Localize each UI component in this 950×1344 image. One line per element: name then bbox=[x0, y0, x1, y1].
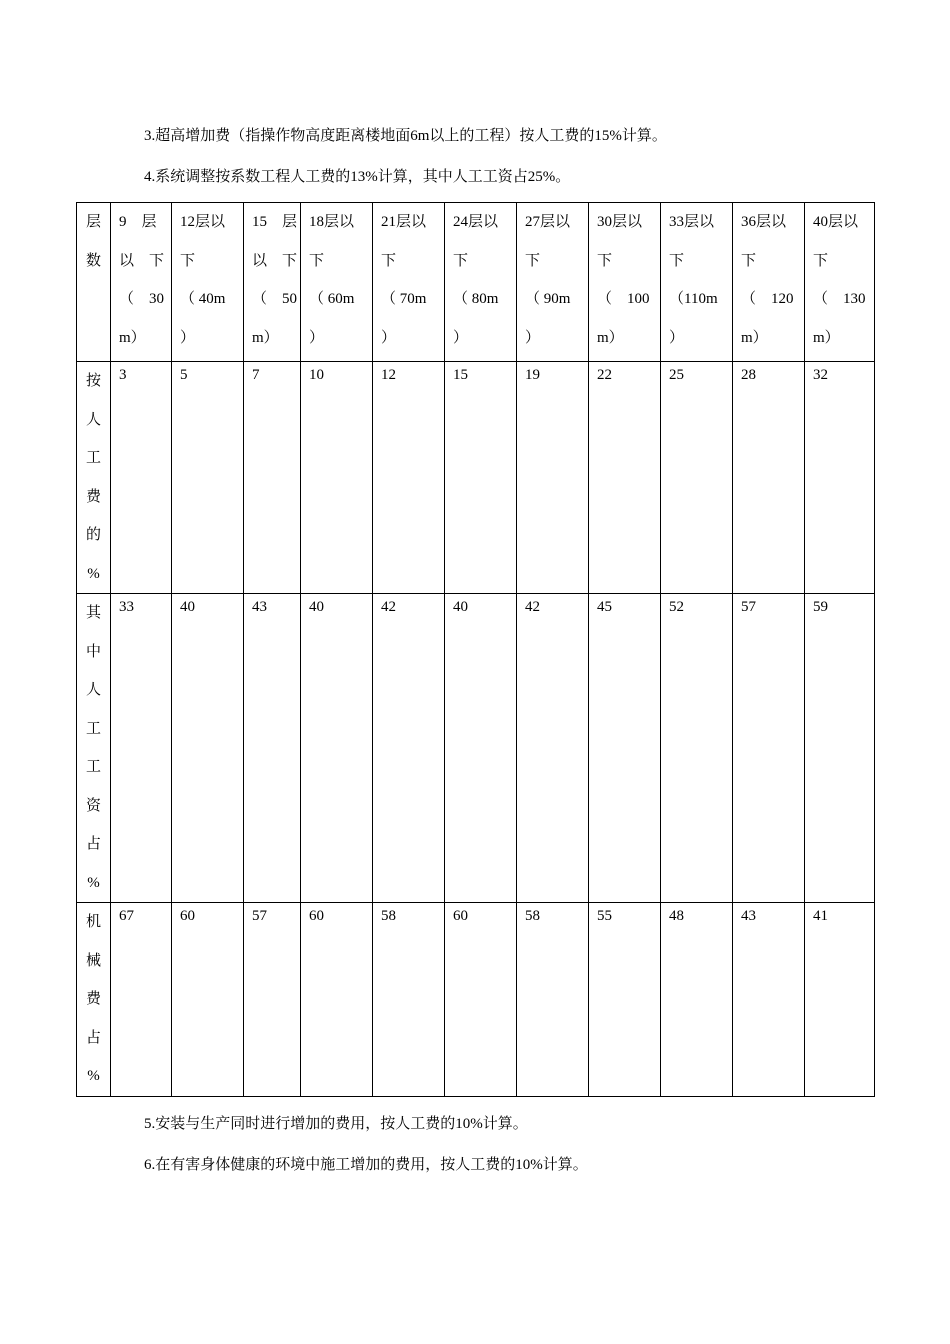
column-header bbox=[517, 203, 589, 362]
row-label-char: 占 bbox=[85, 836, 101, 852]
cell-value: 60 bbox=[180, 908, 195, 924]
column-header bbox=[111, 203, 172, 362]
cell-value: 60 bbox=[309, 908, 324, 924]
column-header bbox=[661, 203, 733, 362]
table-cell bbox=[373, 362, 445, 594]
column-header-line: ） bbox=[453, 329, 469, 346]
column-header-line: 下 bbox=[309, 252, 325, 269]
row-label bbox=[77, 594, 111, 903]
corner-cell bbox=[77, 203, 111, 362]
cell-value: 57 bbox=[741, 599, 756, 615]
cell-value: 58 bbox=[381, 908, 396, 924]
cell-value: 41 bbox=[813, 908, 828, 924]
row-label-char: 工 bbox=[85, 759, 101, 775]
row-label-char: 人 bbox=[85, 682, 101, 698]
table-cell bbox=[445, 903, 517, 1097]
table-cell bbox=[111, 362, 172, 594]
paragraph-3: 3.超高增加费（指操作物高度距离楼地面6m以上的工程）按人工费的15%计算。 bbox=[144, 128, 667, 144]
column-header-line: （110m bbox=[669, 291, 718, 307]
column-header-line: （ 50 bbox=[252, 291, 298, 307]
table-cell bbox=[733, 594, 805, 903]
table-cell bbox=[301, 903, 373, 1097]
table-cell bbox=[589, 594, 661, 903]
corner-line: 层 bbox=[85, 214, 101, 230]
row-label-char: 资 bbox=[85, 797, 101, 814]
column-header-line: 以 下 bbox=[252, 252, 298, 269]
cell-value: 28 bbox=[741, 367, 756, 383]
table-cell bbox=[172, 362, 244, 594]
cell-value: 60 bbox=[453, 908, 468, 924]
column-header bbox=[301, 203, 373, 362]
row-label-char: % bbox=[87, 565, 100, 582]
column-header-line: ） bbox=[525, 329, 541, 346]
column-header-line: 9 层 bbox=[119, 214, 157, 230]
cell-value: 7 bbox=[252, 367, 260, 383]
column-header-line: m） bbox=[252, 329, 279, 346]
cell-value: 3 bbox=[119, 367, 127, 383]
cell-value: 48 bbox=[669, 908, 684, 924]
table-cell bbox=[805, 903, 875, 1097]
cell-value: 52 bbox=[669, 599, 684, 615]
column-header bbox=[445, 203, 517, 362]
column-header-line: 21层以 bbox=[381, 214, 427, 230]
cell-value: 40 bbox=[180, 599, 195, 615]
row-label-char: 按 bbox=[85, 373, 101, 389]
column-header-line: 下 bbox=[180, 252, 196, 269]
row-label-char: 费 bbox=[85, 991, 101, 1007]
row-label-char: 械 bbox=[85, 952, 101, 969]
table-cell bbox=[517, 362, 589, 594]
cell-value: 40 bbox=[309, 599, 324, 615]
cell-value: 43 bbox=[741, 908, 756, 924]
table-cell bbox=[172, 594, 244, 903]
table-cell bbox=[111, 903, 172, 1097]
table-cell bbox=[445, 594, 517, 903]
table-cell bbox=[733, 903, 805, 1097]
column-header-line: （ 70m bbox=[381, 291, 427, 307]
table-cell bbox=[301, 362, 373, 594]
column-header-line: （ 30 bbox=[119, 291, 165, 307]
cell-value: 42 bbox=[525, 599, 540, 615]
column-header-line: （ 80m bbox=[453, 291, 499, 307]
column-header-line: m） bbox=[119, 329, 146, 346]
column-header bbox=[172, 203, 244, 362]
table-row bbox=[77, 594, 875, 903]
cell-value: 10 bbox=[309, 367, 324, 383]
column-header-line: 18层以 bbox=[309, 214, 355, 230]
row-label-char: 工 bbox=[85, 450, 101, 466]
cell-value: 45 bbox=[597, 599, 612, 615]
cell-value: 40 bbox=[453, 599, 468, 615]
cell-value: 67 bbox=[119, 908, 134, 924]
column-header-line: （ 40m bbox=[180, 291, 226, 307]
row-label-char: 机 bbox=[85, 914, 101, 930]
column-header-line: 15 层 bbox=[252, 214, 298, 230]
cell-value: 25 bbox=[669, 367, 684, 383]
column-header-line: 40层以 bbox=[813, 214, 859, 230]
table-cell bbox=[805, 362, 875, 594]
table-cell bbox=[172, 903, 244, 1097]
table-cell bbox=[661, 594, 733, 903]
cell-value: 55 bbox=[597, 908, 612, 924]
column-header-line: m） bbox=[597, 329, 624, 346]
cell-value: 32 bbox=[813, 367, 828, 383]
column-header-line: 12层以 bbox=[180, 214, 226, 230]
paragraph-6: 6.在有害身体健康的环境中施工增加的费用，按人工费的10%计算。 bbox=[144, 1157, 588, 1173]
table-row bbox=[77, 903, 875, 1097]
table-cell bbox=[244, 903, 301, 1097]
column-header-line: 24层以 bbox=[453, 214, 499, 230]
cell-value: 12 bbox=[381, 367, 396, 383]
row-label-char: 中 bbox=[85, 643, 101, 660]
cell-value: 59 bbox=[813, 599, 828, 615]
column-header-line: （ 120 bbox=[741, 291, 794, 307]
cell-value: 33 bbox=[119, 599, 134, 615]
column-header-line: 下 bbox=[453, 252, 469, 269]
table-cell bbox=[445, 362, 517, 594]
cell-value: 5 bbox=[180, 367, 188, 383]
paragraph-5: 5.安装与生产同时进行增加的费用，按人工费的10%计算。 bbox=[144, 1116, 528, 1132]
column-header-line: 下 bbox=[525, 252, 541, 269]
row-label-char: 其 bbox=[85, 605, 101, 621]
row-label-char: % bbox=[87, 874, 100, 891]
table-cell bbox=[111, 594, 172, 903]
row-label-char: 人 bbox=[85, 411, 101, 428]
row-label-char: 的 bbox=[85, 527, 101, 543]
table-header-row bbox=[77, 203, 875, 362]
cell-value: 58 bbox=[525, 908, 540, 924]
table-cell bbox=[661, 903, 733, 1097]
column-header-line: ） bbox=[180, 329, 196, 346]
row-label bbox=[77, 903, 111, 1097]
cell-value: 57 bbox=[252, 908, 267, 924]
column-header-line: m） bbox=[813, 329, 840, 346]
table-cell bbox=[805, 594, 875, 903]
column-header-line: 36层以 bbox=[741, 214, 787, 230]
column-header bbox=[244, 203, 301, 362]
height-surcharge-table bbox=[76, 202, 875, 1097]
column-header bbox=[589, 203, 661, 362]
table-cell bbox=[589, 903, 661, 1097]
column-header bbox=[733, 203, 805, 362]
column-header-line: （ 60m bbox=[309, 291, 355, 307]
column-header-line: ） bbox=[309, 329, 325, 346]
column-header-line: ） bbox=[669, 329, 685, 346]
table-row bbox=[77, 362, 875, 594]
cell-value: 42 bbox=[381, 599, 396, 615]
row-label-char: % bbox=[87, 1068, 100, 1084]
table-cell bbox=[589, 362, 661, 594]
column-header-line: （ 100 bbox=[597, 291, 650, 307]
corner-line: 数 bbox=[85, 252, 101, 269]
row-label-char: 工 bbox=[85, 720, 101, 737]
row-label bbox=[77, 362, 111, 594]
cell-value: 43 bbox=[252, 599, 267, 615]
column-header-line: 下 bbox=[741, 252, 757, 269]
paragraph-4: 4.系统调整按系数工程人工费的13%计算，其中人工工资占25%。 bbox=[144, 169, 571, 185]
cell-value: 15 bbox=[453, 367, 468, 383]
column-header-line: 以 下 bbox=[119, 252, 165, 269]
column-header-line: （ 130 bbox=[813, 291, 866, 307]
table-cell bbox=[244, 594, 301, 903]
row-label-char: 占 bbox=[85, 1029, 101, 1046]
table-cell bbox=[733, 362, 805, 594]
column-header-line: （ 90m bbox=[525, 291, 571, 307]
table-cell bbox=[517, 594, 589, 903]
table-cell bbox=[244, 362, 301, 594]
column-header-line: ） bbox=[381, 329, 397, 346]
column-header bbox=[373, 203, 445, 362]
table-cell bbox=[517, 903, 589, 1097]
column-header-line: 下 bbox=[813, 252, 829, 269]
column-header-line: 27层以 bbox=[525, 214, 571, 230]
column-header-line: 下 bbox=[381, 252, 397, 269]
table-cell bbox=[661, 362, 733, 594]
table-cell bbox=[373, 594, 445, 903]
column-header-line: 下 bbox=[597, 252, 613, 269]
table-cell bbox=[373, 903, 445, 1097]
table-cell bbox=[301, 594, 373, 903]
column-header-line: m） bbox=[741, 329, 768, 346]
column-header-line: 下 bbox=[669, 252, 685, 269]
column-header-line: 33层以 bbox=[669, 214, 715, 230]
cell-value: 19 bbox=[525, 367, 540, 383]
column-header bbox=[805, 203, 875, 362]
row-label-char: 费 bbox=[85, 488, 101, 505]
cell-value: 22 bbox=[597, 367, 612, 383]
column-header-line: 30层以 bbox=[597, 214, 643, 230]
